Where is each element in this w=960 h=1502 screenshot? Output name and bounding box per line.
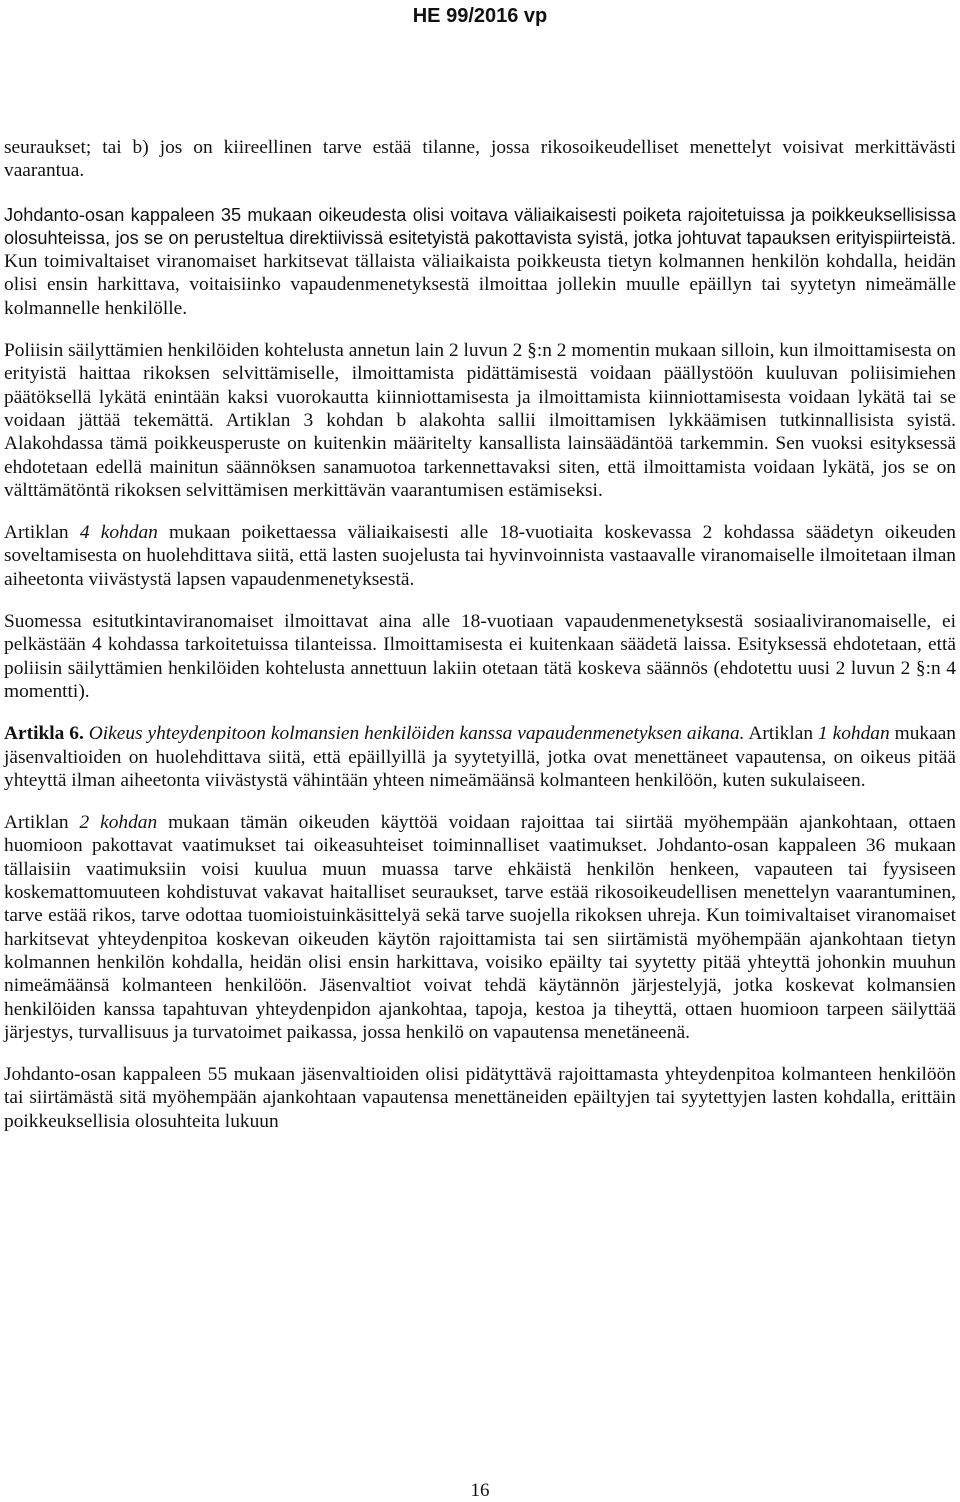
paragraph-6-lead: Artiklan <box>744 723 818 745</box>
article-title: Oikeus yhteydenpitoon kolmansien henkilöiden kanssa vapaudenmenetyksen aikana. <box>83 723 745 745</box>
paragraph-7 <box>4 811 956 1044</box>
paragraph-2 <box>4 204 956 320</box>
paragraph-6-text: mukaan jäsenvaltioiden on huolehdittava siitä, että epäillyillä ja syytetyillä, jotka ovat menettäneet vapautensa, on oikeus pitää yhteyttä ilman aiheetonta viivästystä vähintään yhteen nimeämäänsä kolmanteen henkilöön, kuten sukulaiseen. <box>4 723 956 791</box>
paragraph-7-reference: 2 kohdan <box>79 812 158 834</box>
page-number: 16 <box>470 1480 490 1501</box>
article-heading: Artikla 6. <box>4 723 84 745</box>
document-body <box>4 136 956 1152</box>
paragraph-7-lead: Artiklan <box>4 812 80 834</box>
document-header <box>0 4 960 28</box>
paragraph-4 <box>4 521 956 591</box>
paragraph-5: Suomessa esitutkintaviranomaiset ilmoittavat aina alle 18-vuotiaan vapaudenmenetyksestä sosiaaliviranomaiselle, ei pelkästään 4 kohdassa tarkoitetuissa tilanteissa. Ilmoittamisesta ei kuitenkaan säädetä laissa. Esityksessä ehdotetaan, että poliisin säilyttämien henkilöiden kohtelusta annettuun lakiin otetaan tätä koskeva säännös (ehdotettu uusi 2 luvun 2 §:n 4 momentti). <box>4 611 956 702</box>
paragraph-6-reference: 1 kohdan <box>817 723 890 745</box>
paragraph-4-reference: 4 kohdan <box>79 522 158 544</box>
document-id: HE 99/2016 vp <box>412 5 548 27</box>
paragraph-3: Poliisin säilyttämien henkilöiden kohtelusta annetun lain 2 luvun 2 §:n 2 momentin mukaan silloin, kun ilmoittamisesta on erityistä haittaa rikoksen selvittämiselle, ilmoittamista pidättämisestä voidaan päällystöön kuuluvan poliisimiehen päätöksellä lykätä enintään kaksi vuorokautta kiinniottamisesta ja ilmoittamista kiinniottamisesta voidaan lykätä tai se voidaan jättää tekemättä. Artiklan 3 kohdan b alakohta sallii ilmoittamisen lykkäämisen tutkinnallisista syistä. Alakohdassa tämä poikkeusperuste on kuitenkin määritelty kansallista lainsäädäntöä tarkemmin. Sen vuoksi esityksessä ehdotetaan edellä mainitun säännöksen sanamuotoa tarkennettavaksi siten, että ilmoittamista voidaan lykätä, jos se on välttämätöntä rikoksen selvittämisen merkittävän vaarantumisen estämiseksi. <box>4 340 956 501</box>
paragraph-6 <box>4 722 956 792</box>
paragraph-2-sans-text: Johdanto-osan kappaleen 35 mukaan oikeudesta olisi voitava väliaikaisesti poiketa rajoitetuissa ja poikkeuksellisissa olosuhteissa, jos se on perusteltua direktiivissä esitetyistä pakottavista syistä, jotka johtuvat tapauksen erityispiirteistä. <box>4 204 956 248</box>
paragraph-2-text: Kun toimivaltaiset viranomaiset harkitsevat tällaista väliaikaista poikkeusta tietyn kolmannen henkilön kohdalla, heidän olisi ensin harkittava, voitaisiinko vapaudenmenetyksestä ilmoittaa jollekin muulle epäillyn tai syytetyn nimeämälle kolmannelle henkilölle. <box>4 251 956 319</box>
paragraph-7-text: mukaan tämän oikeuden käyttöä voidaan rajoittaa tai siirtää myöhempään ajankohtaan, ottaen huomioon pakottavat vaatimukset tai oikeasuhteiset toiminnalliset vaatimukset. Johdanto-osan kappaleen 36 mukaan tällaisiin vaatimuksiin voisi kuulua muun muassa tarve ehkäistä henkilön henkeen, vapauteen tai fyysiseen koskemattomuuteen kohdistuvat vakavat haitalliset seuraukset, tarve estää rikosoikeudellisen menettelyn vaarantuminen, tarve estää rikos, tarve odottaa tuomioistuinkäsittelyä sekä tarve suojella rikoksen uhreja. Kun toimivaltaiset viranomaiset harkitsevat yhteydenpitoa koskevan oikeuden käytön rajoittamista tai sen siirtämistä myöhempään ajankohtaan tietyn kolmannen henkilön kohdalla, heidän olisi ensin harkittava, voisiko epäilty tai syytetty pitää yhteyttä johonkin muuhun nimeämäänsä kolmanteen henkilöön. Jäsenvaltiot voivat tehdä käytännön järjestelyjä, jotka koskevat kolmansien henkilöiden kanssa tapahtuvan yhteydenpidon ajankohtaa, tapoja, kestoa ja tiheyttä, ottaen huomioon tarpeen säilyttää järjestys, turvallisuus ja turvatoimet paikassa, jossa henkilö on vapautensa menetäneenä. <box>4 812 956 1043</box>
paragraph-4-text: mukaan poikettaessa väliaikaisesti alle 18-vuotiaita koskevassa 2 kohdassa säädetyn oikeuden soveltamisesta on huolehdittava siitä, että lasten suojelusta tai hyvinvoinnista vastaavalle viranomaiselle ilmoitetaan ilman aiheetonta viivästystä lapsen vapaudenmenetyksestä. <box>4 522 956 590</box>
paragraph-4-lead: Artiklan <box>4 522 80 544</box>
paragraph-8: Johdanto-osan kappaleen 55 mukaan jäsenvaltioiden olisi pidätyttävä rajoittamasta yhteydenpitoa kolmanteen henkilöön tai siirtämästä sitä myöhempään ajankohtaan vapautensa menettäneiden epäiltyjen tai syytettyjen lasten kohdalla, erittäin poikkeuksellisia olosuhteita lukuun <box>4 1064 956 1132</box>
paragraph-1: seuraukset; tai b) jos on kiireellinen tarve estää tilanne, jossa rikosoikeudelliset menettelyt voisivat merkittävästi vaarantua. <box>4 137 956 182</box>
